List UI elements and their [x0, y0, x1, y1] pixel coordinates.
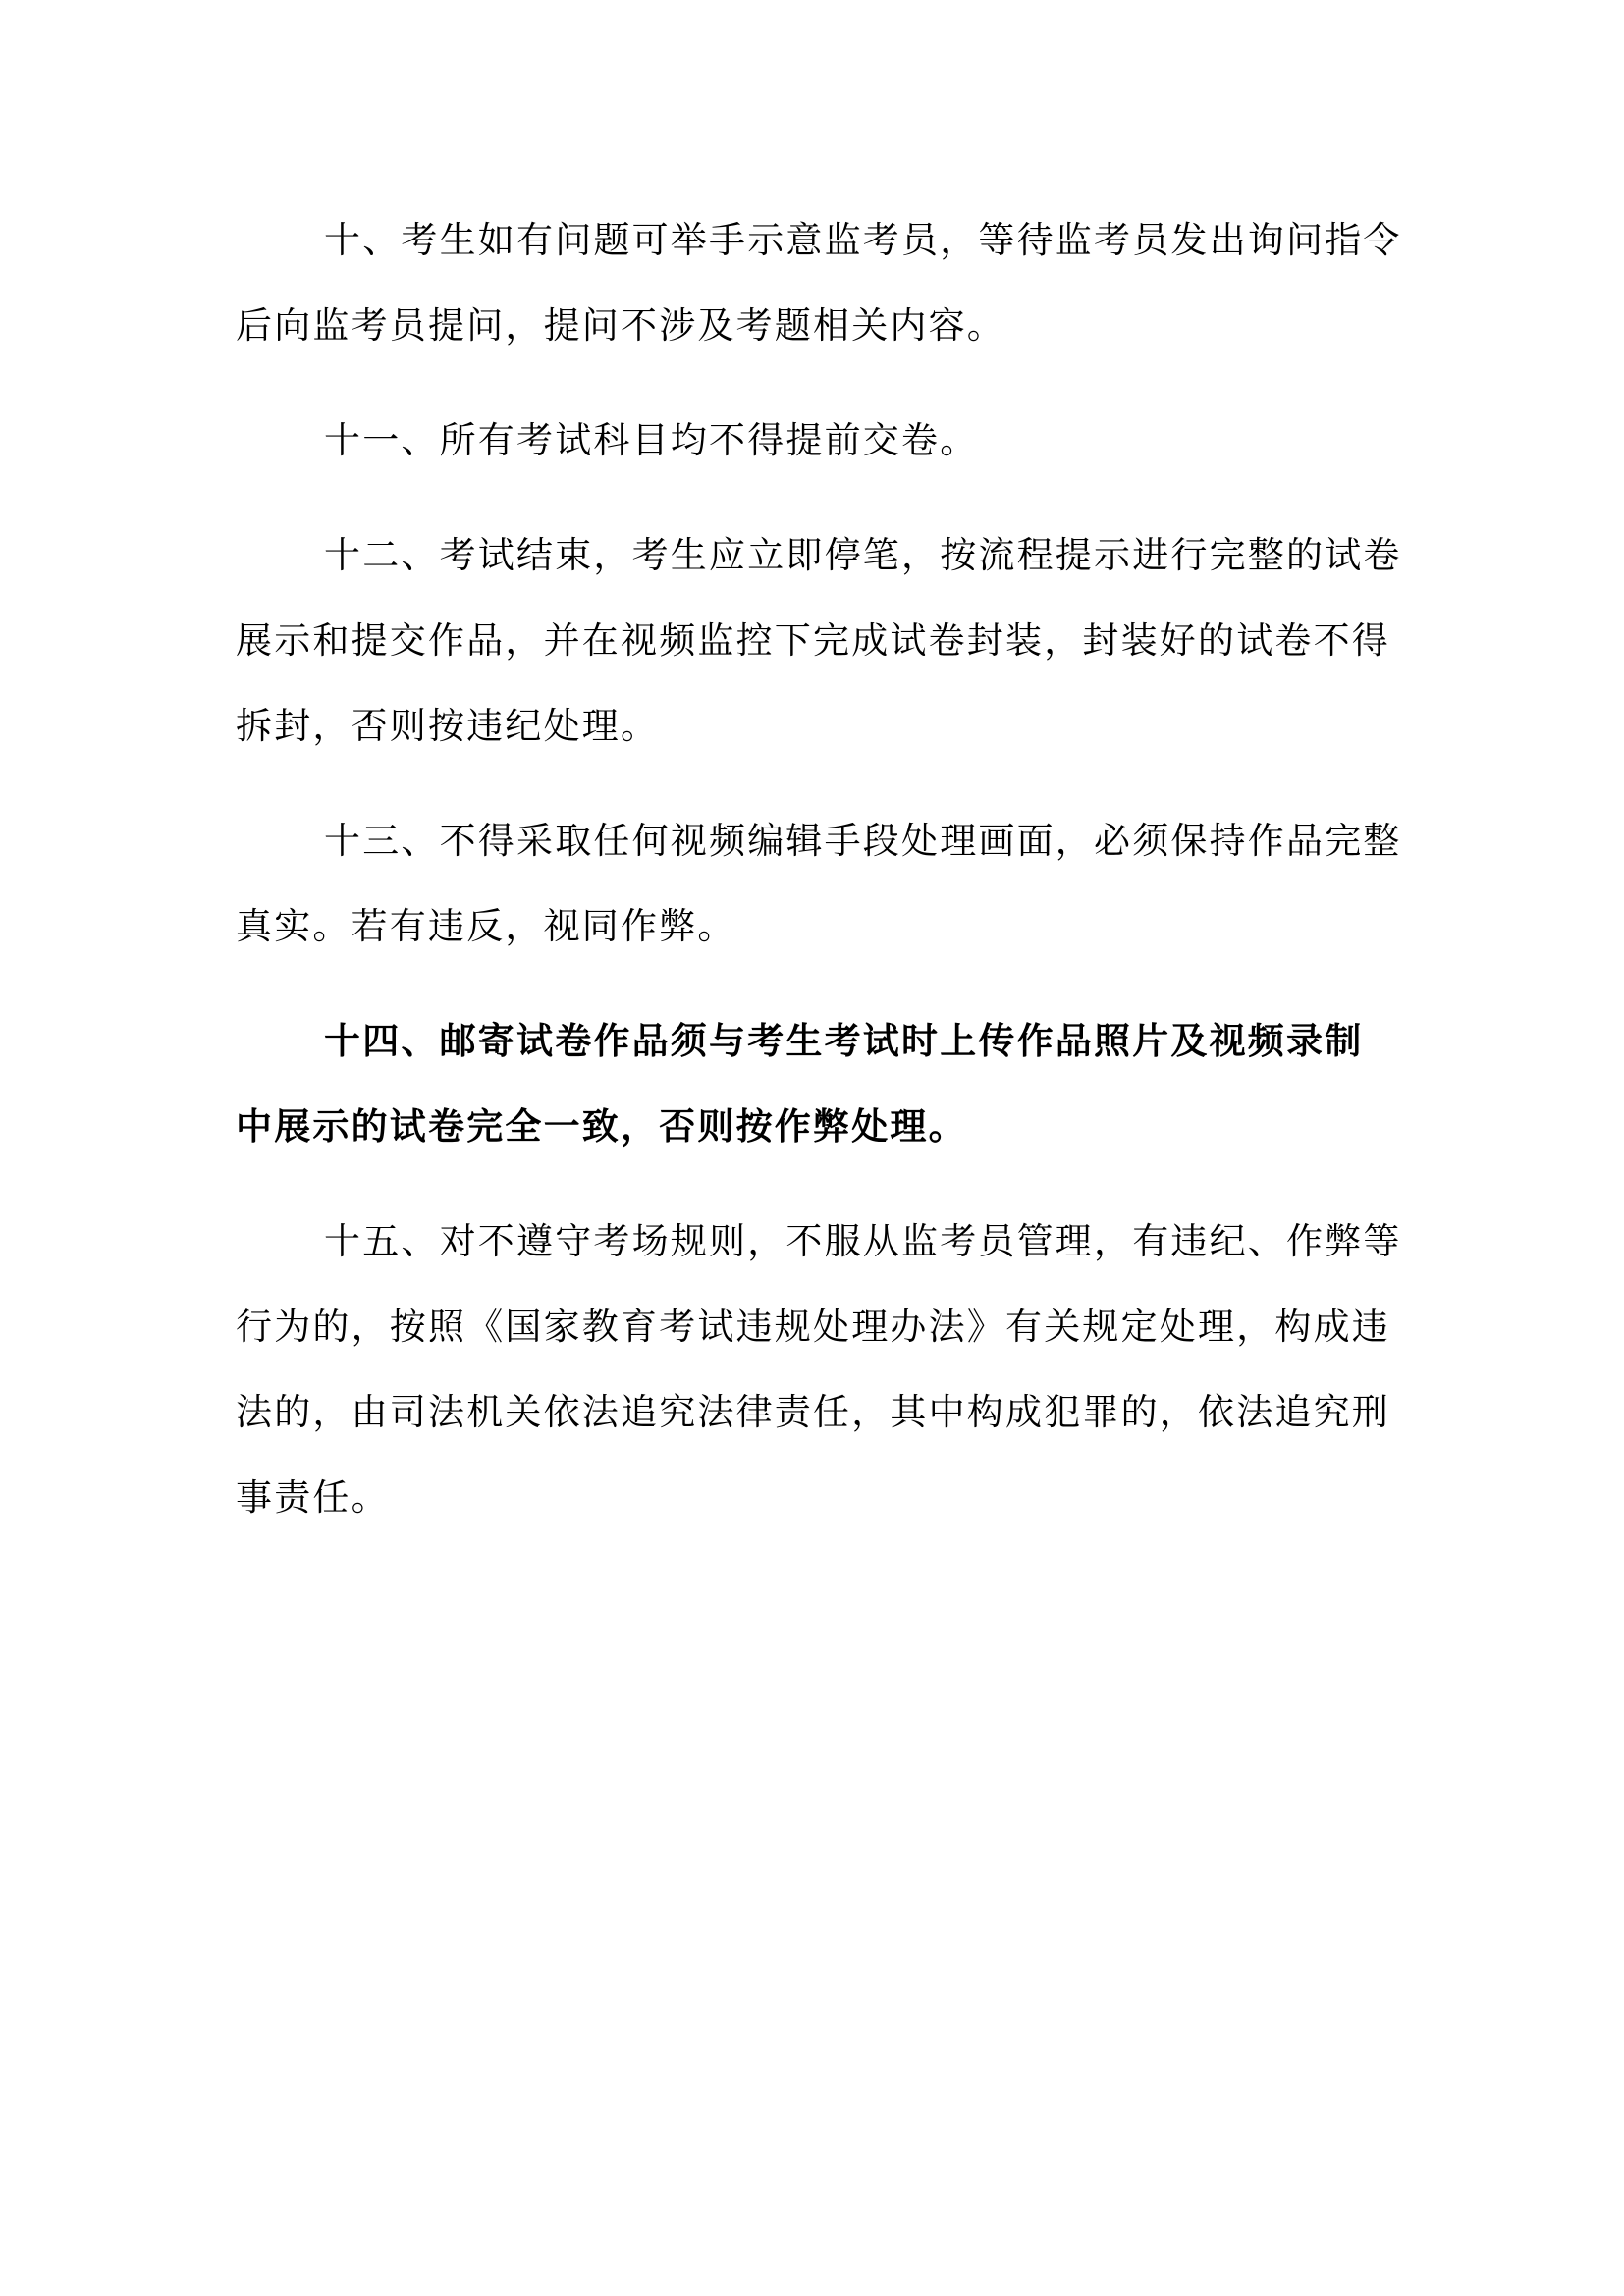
text-line: 展示和提交作品，并在视频监控下完成试卷封装，封装好的试卷不得: [236, 619, 1390, 662]
text-line: 法的，由司法机关依法追究法律责任，其中构成犯罪的，依法追究刑: [236, 1391, 1390, 1433]
text-line: 后向监考员提问，提问不涉及考题相关内容。: [236, 304, 1005, 347]
text-line: 真实。若有违反，视同作弊。: [236, 905, 736, 947]
text-line: 拆封，否则按违纪处理。: [236, 705, 660, 747]
text-line: 十、考生如有问题可举手示意监考员，等待监考员发出询问指令: [324, 219, 1402, 261]
paragraph-rule-13: [236, 798, 1404, 969]
paragraph-rule-11: [236, 398, 1404, 483]
text-line: 十三、不得采取任何视频编辑手段处理画面，必须保持作品完整: [324, 820, 1402, 862]
paragraph-rule-10: [236, 197, 1404, 368]
paragraph-rule-15: [236, 1199, 1404, 1540]
text-line: 十二、考试结束，考生应立即停笔，按流程提示进行完整的试卷: [324, 534, 1402, 576]
text-line: 十五、对不遵守考场规则，不服从监考员管理，有违纪、作弊等: [324, 1220, 1402, 1262]
text-line: 十一、所有考试科目均不得提前交卷。: [324, 419, 979, 461]
text-line: 事责任。: [236, 1476, 390, 1519]
paragraph-rule-14-bold: [236, 998, 1404, 1169]
text-line: 行为的，按照《国家教育考试违规处理办法》有关规定处理，构成违: [236, 1306, 1390, 1348]
document-page: [236, 197, 1404, 1570]
text-line: 十四、邮寄试卷作品须与考生考试时上传作品照片及视频录制: [324, 1019, 1364, 1062]
paragraph-rule-12: [236, 512, 1404, 769]
text-line: 中展示的试卷完全一致，否则按作弊处理。: [236, 1104, 967, 1148]
